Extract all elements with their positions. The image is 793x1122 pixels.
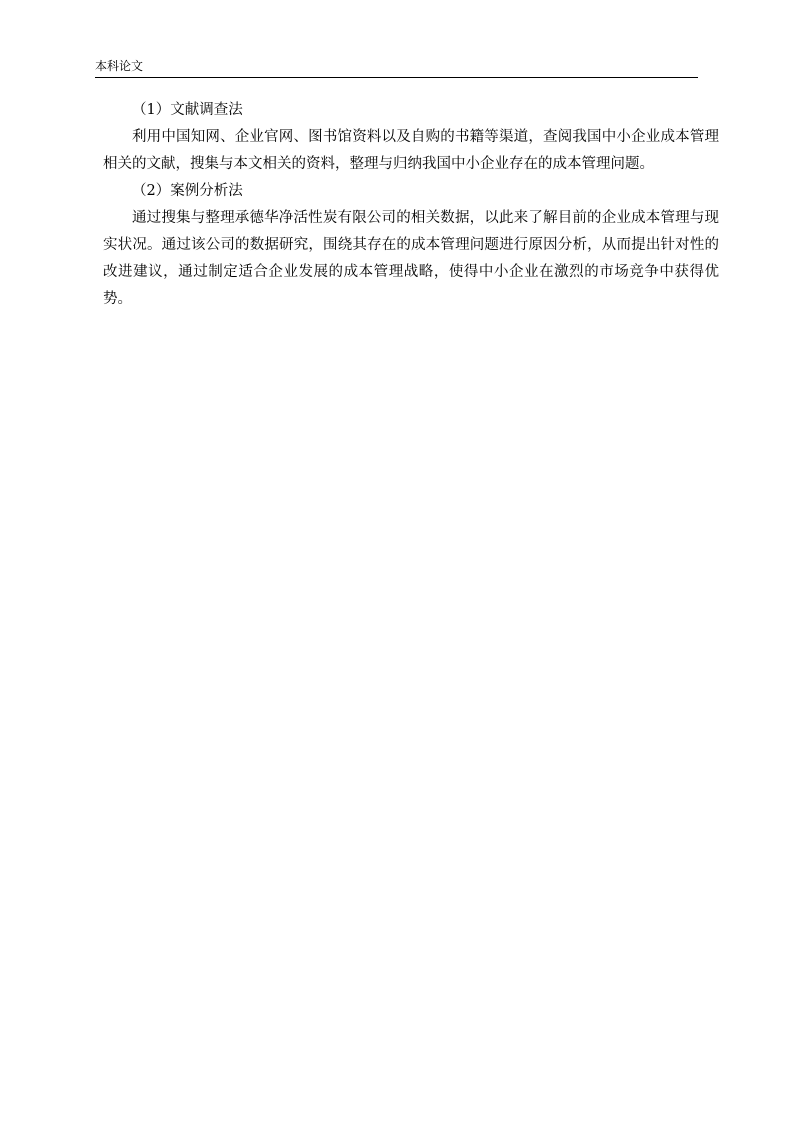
- section-heading-case-analysis: （2）案例分析法: [132, 183, 243, 199]
- paragraph-literature-method: 利用中国知网、企业官网、图书馆资料以及自购的书籍等渠道，查阅我国中小企业成本管理相关的文献，搜集与本文相关的资料，整理与归纳我国中小企业存在的成本管理问题。: [103, 129, 719, 172]
- header-title: 本科论文: [95, 59, 144, 73]
- paragraph-case-analysis: 通过搜集与整理承德华净活性炭有限公司的相关数据，以此来了解目前的企业成本管理与现实状况。通过该公司的数据研究，围绕其存在的成本管理问题进行原因分析，从而提出针对性的改进建议，通过制定适合企业发展的成本管理战略，使得中小企业在激烈的市场竞争中获得优势。: [103, 210, 719, 307]
- section-heading-literature-method: （1）文献调查法: [132, 102, 243, 118]
- document-body: [103, 97, 719, 313]
- page-header: [95, 55, 698, 78]
